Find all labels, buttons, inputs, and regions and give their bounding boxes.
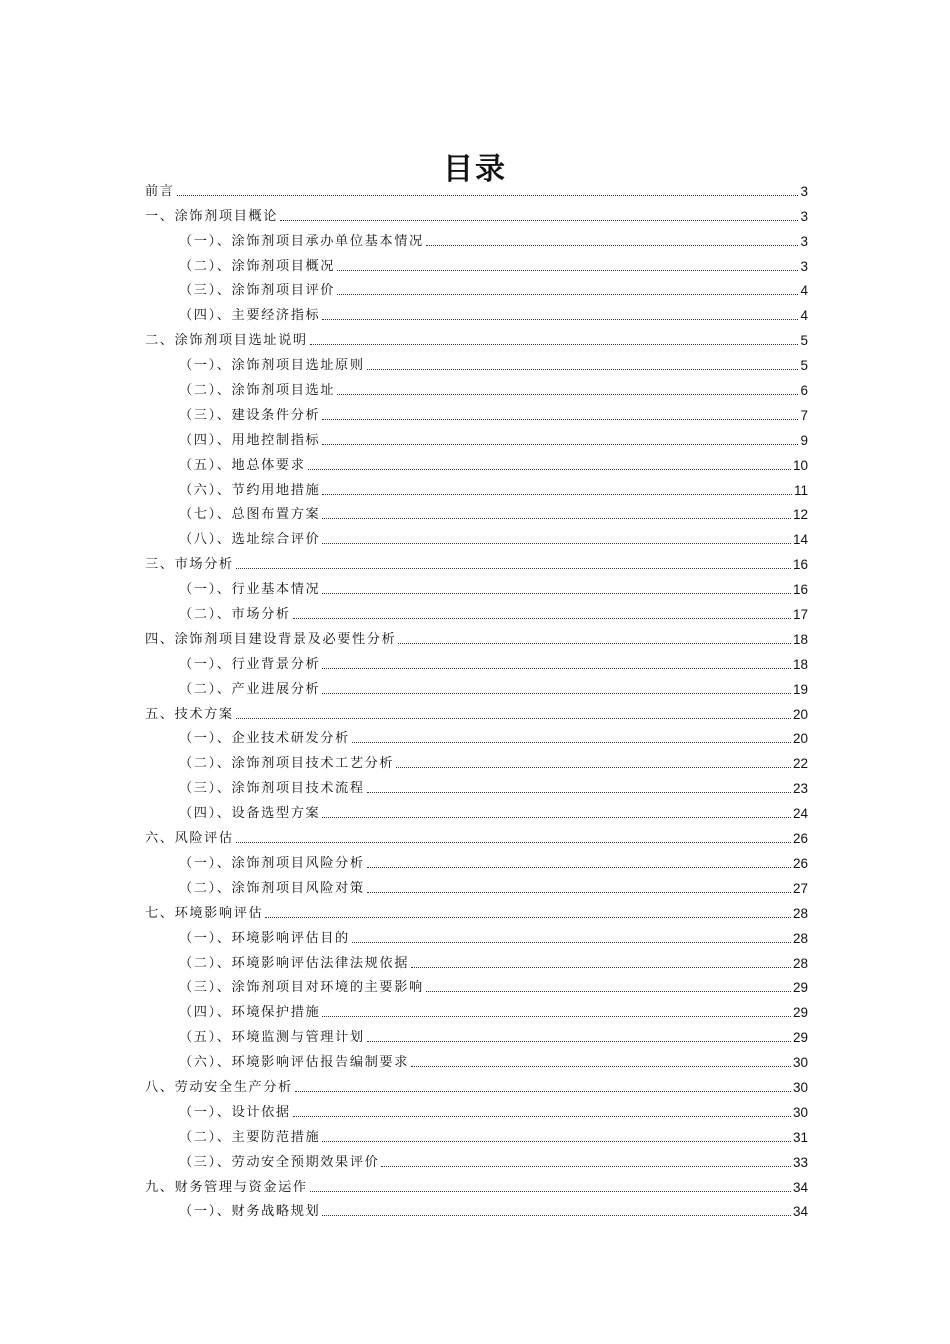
toc-entry[interactable] <box>145 573 808 598</box>
toc-entry-page-number: 23 <box>792 781 808 797</box>
toc-entry[interactable] <box>145 250 808 275</box>
dot-leader <box>322 518 791 519</box>
toc-entry-page-number: 28 <box>792 955 808 971</box>
toc-entry-page-number: 26 <box>792 855 808 871</box>
toc-entry-title: 九、财务管理与资金运作 <box>145 1179 308 1195</box>
toc-entry-page-number: 3 <box>800 258 808 274</box>
dot-leader <box>177 195 799 196</box>
toc-entry-title: （一）、企业技术研发分析 <box>179 731 350 747</box>
toc-entry[interactable] <box>145 822 808 847</box>
toc-entry[interactable] <box>145 1021 808 1046</box>
toc-entry[interactable] <box>145 449 808 474</box>
toc-entry-page-number: 10 <box>792 457 808 473</box>
toc-entry-page-number: 9 <box>800 432 808 448</box>
toc-entry-title: （一）、环境影响评估目的 <box>179 930 350 946</box>
toc-entry-title: （一）、涂饰剂项目选址原则 <box>179 358 365 374</box>
toc-entry-page-number: 4 <box>800 283 808 299</box>
toc-entry-title: （一）、涂饰剂项目承办单位基本情况 <box>179 233 424 249</box>
dot-leader <box>295 1091 791 1092</box>
dot-leader <box>426 245 799 246</box>
dot-leader <box>337 270 798 271</box>
toc-entry-page-number: 30 <box>792 1079 808 1095</box>
toc-entry[interactable] <box>145 1196 808 1221</box>
dot-leader <box>352 942 791 943</box>
toc-entry[interactable] <box>145 548 808 573</box>
toc-entry-title: （三）、涂饰剂项目评价 <box>179 283 336 299</box>
toc-entry-page-number: 28 <box>792 905 808 921</box>
toc-entry-title: （二）、涂饰剂项目选址 <box>179 383 336 399</box>
dot-leader <box>381 1166 791 1167</box>
toc-entry[interactable] <box>145 772 808 797</box>
toc-entry-title: （二）、市场分析 <box>179 607 291 623</box>
toc-entry-page-number: 31 <box>792 1129 808 1145</box>
dot-leader <box>322 543 791 544</box>
dot-leader <box>337 294 798 295</box>
dot-leader <box>236 842 791 843</box>
toc-entry-title: （六）、节约用地措施 <box>179 482 321 498</box>
dot-leader <box>322 693 791 694</box>
toc-entry-title: （六）、环境影响评估报告编制要求 <box>179 1055 409 1071</box>
toc-entry[interactable] <box>145 797 808 822</box>
toc-entry-title: （二）、涂饰剂项目风险对策 <box>179 880 365 896</box>
table-of-contents <box>145 175 808 1220</box>
toc-entry[interactable] <box>145 200 808 225</box>
toc-entry[interactable] <box>145 1096 808 1121</box>
toc-entry-title: （七）、总图布置方案 <box>179 507 321 523</box>
dot-leader <box>308 469 791 470</box>
toc-entry-page-number: 34 <box>792 1204 808 1220</box>
dot-leader <box>322 593 791 594</box>
toc-entry[interactable] <box>145 922 808 947</box>
toc-entry-title: 八、劳动安全生产分析 <box>145 1079 293 1095</box>
toc-entry-title: （二）、主要防范措施 <box>179 1129 321 1145</box>
toc-entry-page-number: 29 <box>792 980 808 996</box>
toc-entry-title: 六、风险评估 <box>145 831 234 847</box>
toc-entry-title: （三）、涂饰剂项目对环境的主要影响 <box>179 980 424 996</box>
dot-leader <box>236 568 791 569</box>
toc-entry[interactable] <box>145 648 808 673</box>
toc-entry-page-number: 22 <box>792 756 808 772</box>
dot-leader <box>293 1116 791 1117</box>
dot-leader <box>396 767 791 768</box>
dot-leader <box>322 444 798 445</box>
toc-entry-page-number: 12 <box>792 507 808 523</box>
toc-entry-title: （四）、主要经济指标 <box>179 308 321 324</box>
toc-entry[interactable] <box>145 523 808 548</box>
dot-leader <box>337 394 798 395</box>
toc-entry-page-number: 18 <box>792 631 808 647</box>
dot-leader <box>322 1016 791 1017</box>
toc-entry-page-number: 7 <box>800 407 808 423</box>
toc-entry[interactable] <box>145 1071 808 1096</box>
toc-entry[interactable] <box>145 947 808 972</box>
toc-entry-page-number: 3 <box>800 183 808 199</box>
toc-entry[interactable] <box>145 623 808 648</box>
toc-entry-title: （五）、环境监测与管理计划 <box>179 1030 365 1046</box>
toc-entry-title: （三）、劳动安全预期效果评价 <box>179 1154 380 1170</box>
toc-entry-title: （二）、涂饰剂项目技术工艺分析 <box>179 756 395 772</box>
toc-entry[interactable] <box>145 847 808 872</box>
toc-entry-page-number: 19 <box>792 681 808 697</box>
toc-entry-page-number: 20 <box>792 731 808 747</box>
toc-entry-title: 四、涂饰剂项目建设背景及必要性分析 <box>145 631 397 647</box>
toc-entry-title: （四）、设备选型方案 <box>179 806 321 822</box>
dot-leader <box>411 967 791 968</box>
toc-entry-title: （四）、环境保护措施 <box>179 1005 321 1021</box>
toc-entry-title: （一）、行业背景分析 <box>179 656 321 672</box>
toc-entry-title: （一）、财务战略规划 <box>179 1204 321 1220</box>
toc-entry[interactable] <box>145 474 808 499</box>
dot-leader <box>265 917 791 918</box>
toc-entry-title: 三、市场分析 <box>145 557 234 573</box>
toc-entry-title: 七、环境影响评估 <box>145 905 264 921</box>
toc-entry[interactable] <box>145 349 808 374</box>
toc-entry-title: 二、涂饰剂项目选址说明 <box>145 333 308 349</box>
dot-leader <box>236 718 791 719</box>
toc-entry[interactable] <box>145 598 808 623</box>
toc-entry[interactable] <box>145 872 808 897</box>
toc-entry-page-number: 3 <box>800 208 808 224</box>
toc-entry-title: （三）、建设条件分析 <box>179 407 321 423</box>
toc-entry-page-number: 29 <box>792 1005 808 1021</box>
toc-entry-page-number: 20 <box>792 706 808 722</box>
toc-entry-title: （二）、环境影响评估法律法规依据 <box>179 955 409 971</box>
toc-entry-title: 一、涂饰剂项目概论 <box>145 208 279 224</box>
toc-entry[interactable] <box>145 1121 808 1146</box>
toc-entry-page-number: 30 <box>792 1055 808 1071</box>
toc-entry-page-number: 34 <box>792 1179 808 1195</box>
dot-leader <box>322 1215 791 1216</box>
toc-entry[interactable] <box>145 747 808 772</box>
toc-entry-page-number: 33 <box>792 1154 808 1170</box>
dot-leader <box>293 618 791 619</box>
toc-entry-page-number: 16 <box>792 557 808 573</box>
toc-entry[interactable] <box>145 275 808 300</box>
toc-entry[interactable] <box>145 1046 808 1071</box>
toc-entry-title: （八）、选址综合评价 <box>179 532 321 548</box>
dot-leader <box>411 1066 791 1067</box>
dot-leader <box>322 419 798 420</box>
toc-entry-page-number: 24 <box>792 806 808 822</box>
toc-entry[interactable] <box>145 1146 808 1171</box>
dot-leader <box>426 991 791 992</box>
toc-entry[interactable] <box>145 399 808 424</box>
toc-entry-page-number: 6 <box>800 383 808 399</box>
toc-entry-page-number: 11 <box>793 482 808 498</box>
toc-entry-title: （一）、涂饰剂项目风险分析 <box>179 855 365 871</box>
dot-leader <box>367 792 791 793</box>
toc-entry-page-number: 27 <box>792 880 808 896</box>
toc-entry-page-number: 18 <box>792 656 808 672</box>
toc-entry[interactable] <box>145 1171 808 1196</box>
toc-entry[interactable] <box>145 897 808 922</box>
toc-entry[interactable] <box>145 299 808 324</box>
toc-entry-title: （四）、用地控制指标 <box>179 432 321 448</box>
dot-leader <box>352 742 791 743</box>
dot-leader <box>322 1141 791 1142</box>
dot-leader <box>367 892 791 893</box>
dot-leader <box>322 494 792 495</box>
dot-leader <box>367 867 791 868</box>
dot-leader <box>398 643 791 644</box>
toc-entry[interactable] <box>145 225 808 250</box>
toc-entry-title: 前言 <box>145 183 175 199</box>
toc-entry[interactable] <box>145 723 808 748</box>
toc-entry[interactable] <box>145 324 808 349</box>
toc-entry[interactable] <box>145 972 808 997</box>
dot-leader <box>310 344 799 345</box>
dot-leader <box>322 817 791 818</box>
dot-leader <box>280 220 798 221</box>
page-title: 目录 <box>443 152 507 188</box>
toc-entry-title: （五）、地总体要求 <box>179 457 306 473</box>
dot-leader <box>367 369 799 370</box>
toc-entry[interactable] <box>145 424 808 449</box>
dot-leader <box>322 668 791 669</box>
toc-entry-title: （三）、涂饰剂项目技术流程 <box>179 781 365 797</box>
toc-entry[interactable] <box>145 698 808 723</box>
toc-entry-title: 五、技术方案 <box>145 706 234 722</box>
toc-entry-page-number: 17 <box>792 607 808 623</box>
toc-entry-page-number: 26 <box>792 831 808 847</box>
toc-entry-title: （二）、涂饰剂项目概况 <box>179 258 336 274</box>
dot-leader <box>322 319 798 320</box>
toc-entry-title: （一）、设计依据 <box>179 1104 291 1120</box>
dot-leader <box>310 1191 791 1192</box>
toc-entry-page-number: 14 <box>792 532 808 548</box>
toc-entry-title: （二）、产业进展分析 <box>179 681 321 697</box>
toc-entry-page-number: 5 <box>800 358 808 374</box>
toc-entry-page-number: 5 <box>800 333 808 349</box>
toc-entry[interactable] <box>145 374 808 399</box>
toc-entry-page-number: 30 <box>792 1104 808 1120</box>
toc-entry[interactable] <box>145 673 808 698</box>
toc-entry-page-number: 4 <box>800 308 808 324</box>
toc-entry[interactable] <box>145 175 808 200</box>
dot-leader <box>367 1041 791 1042</box>
toc-entry-page-number: 16 <box>792 582 808 598</box>
toc-entry[interactable] <box>145 996 808 1021</box>
toc-entry-title: （一）、行业基本情况 <box>179 582 321 598</box>
toc-entry-page-number: 28 <box>792 930 808 946</box>
toc-entry-page-number: 3 <box>800 233 808 249</box>
toc-entry[interactable] <box>145 499 808 524</box>
toc-entry-page-number: 29 <box>792 1030 808 1046</box>
